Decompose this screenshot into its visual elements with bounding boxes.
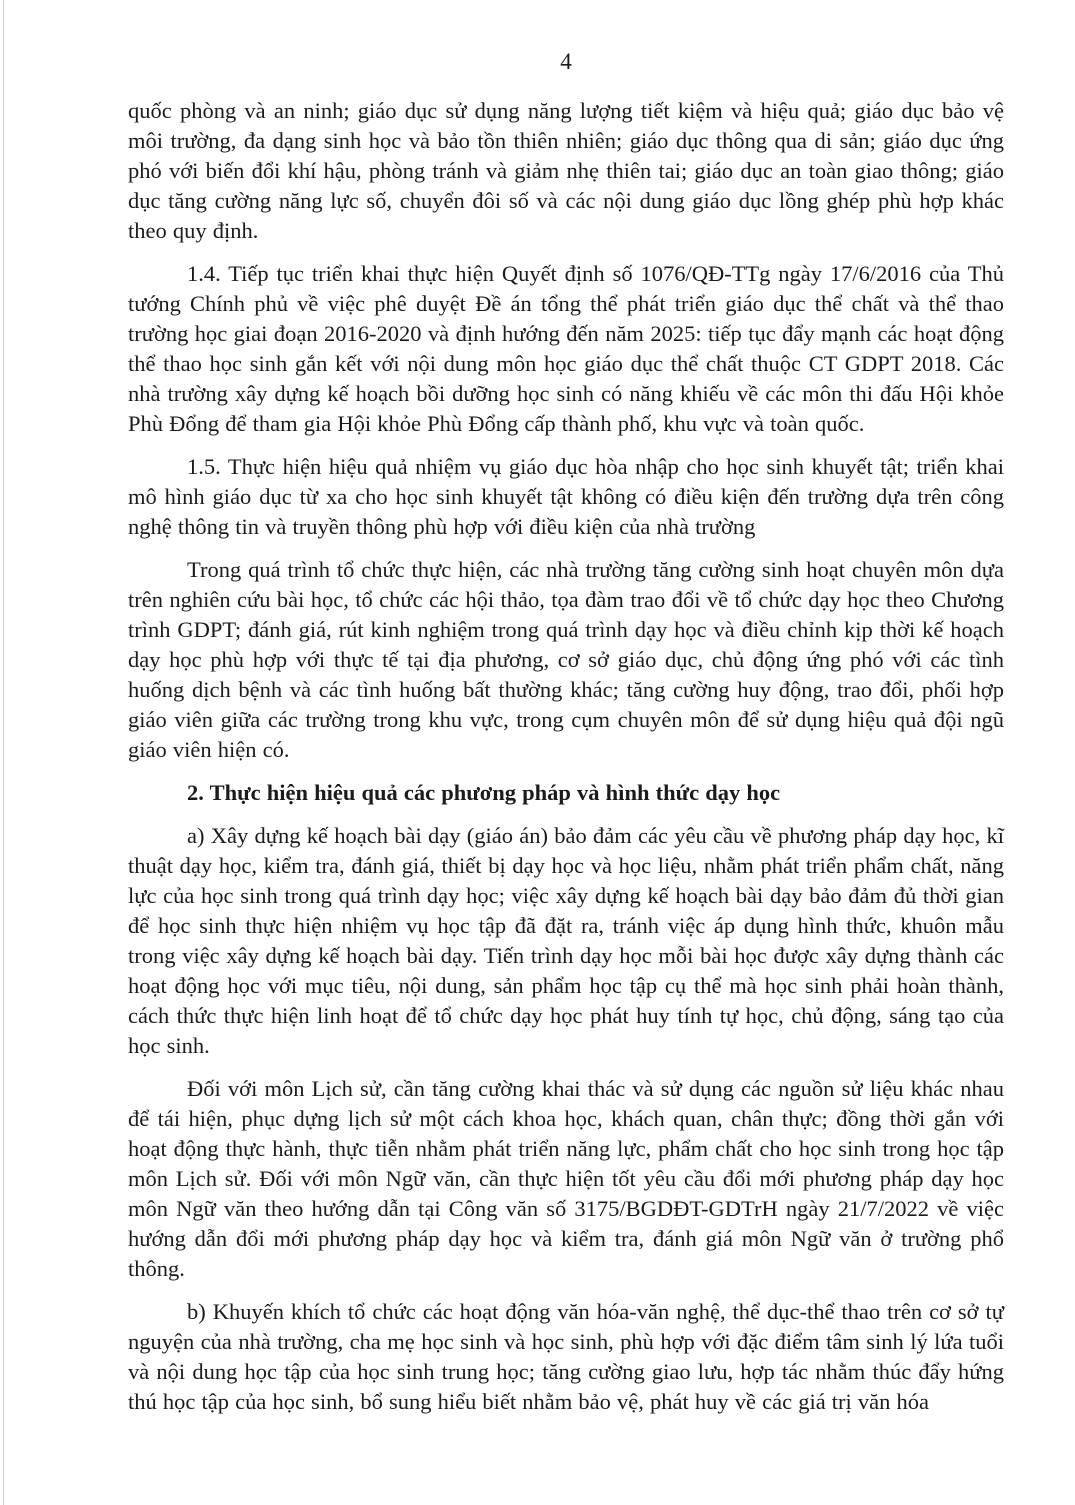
- paragraph-implementation-note: Trong quá trình tổ chức thực hiện, các nhà trường tăng cường sinh hoạt chuyên môn dựa trên nghiên cứu bài học, tổ chức các hội thảo, tọa đàm trao đổi về tổ chức dạy học theo Chương trình GDPT; đánh giá, rút kinh nghiệm trong quá trình dạy học và điều chỉnh kịp thời kế hoạch dạy học phù hợp với thực tế tại địa phương, cơ sở giáo dục, chủ động ứng phó với các tình huống dịch bệnh và các tình huống bất thường khác; tăng cường huy động, trao đổi, phối hợp giáo viên giữa các trường trong khu vực, trong cụm chuyên môn để sử dụng hiệu quả đội ngũ giáo viên hiện có.: [128, 557, 1004, 762]
- scan-edge-line: [3, 0, 4, 1505]
- document-content: [128, 96, 1004, 1430]
- paragraph-history-literature: Đối với môn Lịch sử, cần tăng cường khai thác và sử dụng các nguồn sử liệu khác nhau để tái hiện, phục dựng lịch sử một cách khoa học, khách quan, chân thực; đồng thời gắn với hoạt động thực hành, thực tiễn nhằm phát triển năng lực, phẩm chất cho học sinh trong học tập môn Lịch sử. Đối với môn Ngữ văn, cần thực hiện tốt yêu cầu đổi mới phương pháp dạy học môn Ngữ văn theo hướng dẫn tại Công văn số 3175/BGDĐT-GDTrH ngày 21/7/2022 về việc hướng dẫn đổi mới phương pháp dạy học và kiểm tra, đánh giá môn Ngữ văn ở trường phổ thông.: [128, 1076, 1004, 1281]
- paragraph-section-1-4: 1.4. Tiếp tục triển khai thực hiện Quyết định số 1076/QĐ-TTg ngày 17/6/2016 của Thủ tướng Chính phủ về việc phê duyệt Đề án tổng thể phát triển giáo dục thể chất và thể thao trường học giai đoạn 2016-2020 và định hướng đến năm 2025: tiếp tục đẩy mạnh các hoạt động thể thao học sinh gắn kết với nội dung môn học giáo dục thể chất thuộc CT GDPT 2018. Các nhà trường xây dựng kế hoạch bồi dưỡng học sinh có năng khiếu về các môn thi đấu Hội khỏe Phù Đổng để tham gia Hội khỏe Phù Đổng cấp thành phố, khu vực và toàn quốc.: [128, 261, 1004, 436]
- paragraph-continued-from-previous-page: quốc phòng và an ninh; giáo dục sử dụng năng lượng tiết kiệm và hiệu quả; giáo dục bảo vệ môi trường, đa dạng sinh học và bảo tồn thiên nhiên; giáo dục thông qua di sản; giáo dục ứng phó với biến đổi khí hậu, phòng tránh và giảm nhẹ thiên tai; giáo dục an toàn giao thông; giáo dục tăng cường năng lực số, chuyển đôi số và các nội dung giáo dục lồng ghép phù hợp khác theo quy định.: [128, 98, 1004, 243]
- paragraph-item-a: a) Xây dựng kế hoạch bài dạy (giáo án) bảo đảm các yêu cầu về phương pháp dạy học, kĩ thuật dạy học, kiểm tra, đánh giá, thiết bị dạy học và học liệu, nhằm phát triển phẩm chất, năng lực của học sinh trong quá trình dạy học; việc xây dựng kế hoạch bài dạy bảo đảm đủ thời gian để học sinh thực hiện nhiệm vụ học tập đã đặt ra, tránh việc áp dụng hình thức, khuôn mẫu trong việc xây dựng kế hoạch bài dạy. Tiến trình dạy học mỗi bài học được xây dựng thành các hoạt động học với mục tiêu, nội dung, sản phẩm học tập cụ thể mà học sinh phải hoàn thành, cách thức thực hiện linh hoạt để tổ chức dạy học phát huy tính tự học, chủ động, sáng tạo của học sinh.: [128, 823, 1004, 1058]
- page-number: 4: [560, 49, 572, 74]
- paragraph-item-b: b) Khuyến khích tổ chức các hoạt động văn hóa-văn nghệ, thể dục-thể thao trên cơ sở tự nguyện của nhà trường, cha mẹ học sinh và học sinh, phù hợp với đặc điểm tâm sinh lý lứa tuổi và nội dung học tập của học sinh trung học; tăng cường giao lưu, hợp tác nhằm thúc đẩy hứng thú học tập của học sinh, bổ sung hiểu biết nhằm bảo vệ, phát huy về các giá trị văn hóa: [128, 1299, 1004, 1414]
- paragraph-section-1-5: 1.5. Thực hiện hiệu quả nhiệm vụ giáo dục hòa nhập cho học sinh khuyết tật; triển khai mô hình giáo dục từ xa cho học sinh khuyết tật không có điều kiện đến trường dựa trên công nghệ thông tin và truyền thông phù hợp với điều kiện của nhà trường: [128, 454, 1004, 539]
- section-2-heading: 2. Thực hiện hiệu quả các phương pháp và hình thức dạy học: [187, 780, 781, 805]
